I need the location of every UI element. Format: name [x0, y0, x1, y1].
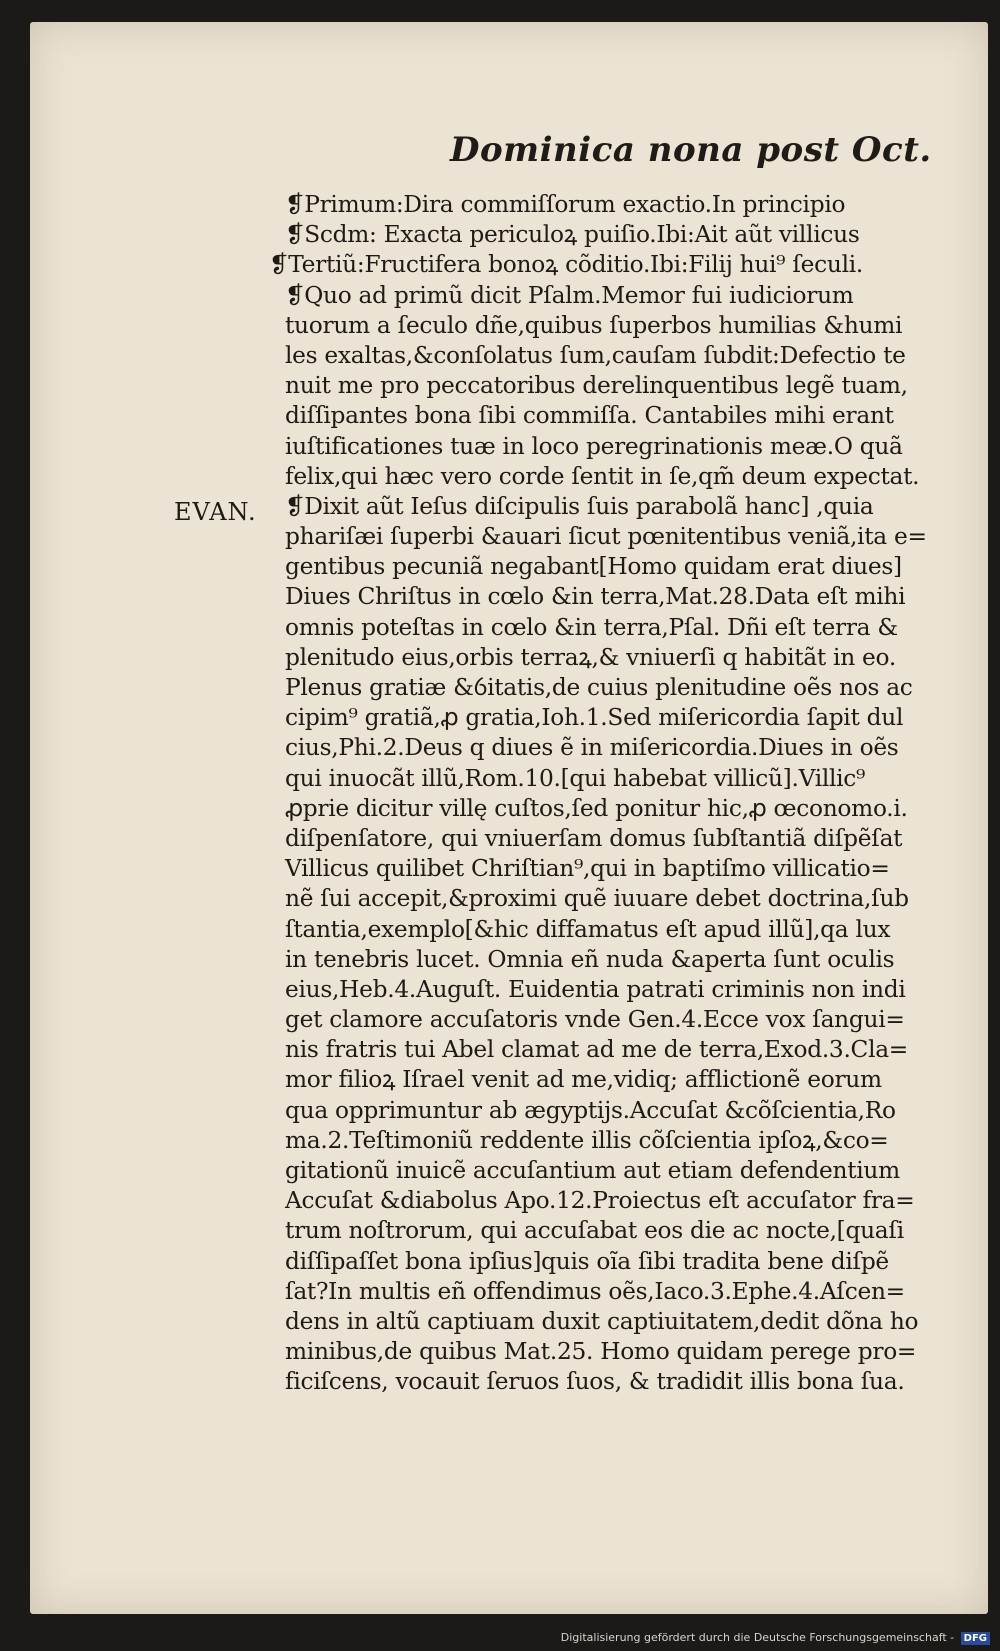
- text-line: get clamore accuſatoris vnde Gen.4.Ecce vox ſangui=: [285, 1006, 905, 1034]
- text-line: ꝓprie dicitur villę cuſtos,ſed ponitur hic,ꝓ œconomo.i.: [285, 794, 908, 822]
- digitization-credit: [561, 1631, 990, 1645]
- credit-text: Digitalisierung gefördert durch die Deutsche Forschungsgemeinschaft -: [560, 1631, 955, 1644]
- text-line: ❡Tertiũ:Fructifera bonoꝝ cõditio.Ibi:Filij hui⁹ ſeculi.: [269, 251, 863, 279]
- text-line: nẽ ſui accepit,&proximi quẽ iuuare debet doctrina,ſub: [285, 885, 909, 913]
- book-page: [30, 22, 988, 1614]
- text-line: tuorum a ſeculo dñe,quibus ſuperbos humilias &humi: [285, 311, 903, 339]
- text-line: Diues Chriſtus in cœlo &in terra,Mat.28.Data eſt mihi: [285, 583, 906, 611]
- text-line: ❡Quo ad primũ dicit Pſalm.Memor fui iudiciorum: [285, 281, 854, 309]
- text-line: dens in altũ captiuam duxit captiuitatem,dedit dõna ho: [285, 1307, 919, 1335]
- text-line: trum noſtrorum, qui accuſabat eos die ac nocte,[quaſi: [285, 1217, 904, 1245]
- text-line: cipim⁹ gratiã,ꝓ gratia,Ioh.1.Sed miſericordia ſapit dul: [285, 704, 904, 732]
- text-line: diſpenſatore, qui vniuerſam domus ſubſtantiã diſpẽſat: [285, 824, 903, 852]
- text-line: ſat?In multis eñ offendimus oẽs,Iaco.3.Ephe.4.Aſcen=: [285, 1277, 905, 1305]
- text-line: ❡Scdm: Exacta periculoꝝ puiſio.Ibi:Ait aũt villicus: [285, 221, 860, 249]
- text-line: iuſtificationes tuæ in loco peregrinationis meæ.O quã: [285, 432, 903, 460]
- body-text: [269, 190, 965, 1398]
- text-line: qua opprimuntur ab ægyptijs.Accuſat &cõſcientia,Ro: [285, 1096, 896, 1124]
- text-line: omnis poteſtas in cœlo &in terra,Pſal. Dñi eſt terra &: [285, 613, 898, 641]
- text-line: diſſipaſſet bona ipſius]quis oĩa ſibi tradita bene diſpẽ: [285, 1247, 889, 1275]
- text-line: minibus,de quibus Mat.25. Homo quidam perege pro=: [285, 1338, 917, 1366]
- running-header: Dominica nona post Oct.: [450, 130, 932, 170]
- text-line: felix,qui hæc vero corde ſentit in ſe,qm̃ deum expectat.: [285, 462, 920, 490]
- text-line: mor filioꝝ Iſrael venit ad me,vidiq; afflictionẽ eorum: [285, 1066, 882, 1094]
- text-line: les exaltas,&conſolatus ſum,cauſam ſubdit:Defectio te: [285, 341, 906, 369]
- text-line: Accuſat &diabolus Apo.12.Proiectus eſt accuſator fra=: [285, 1187, 915, 1215]
- text-line: gentibus pecuniã negabant[Homo quidam erat diues]: [285, 553, 902, 581]
- text-line: ficiſcens, vocauit ſeruos ſuos, & tradidit illis bona ſua.: [285, 1368, 905, 1396]
- text-line: in tenebris lucet. Omnia eñ nuda &aperta ſunt oculis: [285, 945, 895, 973]
- text-line: eius,Heb.4.Auguſt. Euidentia patrati criminis non indi: [285, 975, 906, 1003]
- dfg-logo: DFG: [961, 1632, 990, 1645]
- text-line: plenitudo eius,orbis terraꝝ,& vniuerſi q habitãt in eo.: [285, 643, 896, 671]
- text-line: nis fratris tui Abel clamat ad me de terra,Exod.3.Cla=: [285, 1036, 909, 1064]
- text-line: ❡Dixit aũt Ieſus diſcipulis ſuis parabolã hanc] ,quia: [285, 492, 874, 520]
- text-line: Villicus quilibet Chriſtian⁹,qui in baptiſmo villicatio=: [285, 855, 890, 883]
- margin-note: EVAN.: [174, 498, 257, 526]
- text-line: ſtantia,exemplo[&hic diffamatus eſt apud illũ],qa lux: [285, 915, 891, 943]
- text-line: ma.2.Teſtimoniũ reddente illis cõſcientia ipſoꝝ,&co=: [285, 1126, 889, 1154]
- text-line: diſſipantes bona ſibi commiſſa. Cantabiles mihi erant: [285, 402, 894, 430]
- text-line: cius,Phi.2.Deus q diues ẽ in miſericordia.Diues in oẽs: [285, 734, 899, 762]
- text-line: qui inuocãt illũ,Rom.10.[qui habebat villicũ].Villic⁹: [285, 764, 866, 792]
- text-line: nuit me pro peccatoribus derelinquentibus legẽ tuam,: [285, 372, 908, 400]
- text-line: ❡Primum:Dira commiſſorum exactio.In principio: [285, 191, 846, 218]
- text-line: Plenus gratiæ &ỽitatis,de cuius plenitudine oẽs nos ac: [285, 674, 913, 701]
- text-line: gitationũ inuicẽ accuſantium aut etiam defendentium: [285, 1157, 900, 1184]
- text-line: phariſæi ſuperbi &auari ſicut pœnitentibus veniã,ita e=: [285, 523, 927, 551]
